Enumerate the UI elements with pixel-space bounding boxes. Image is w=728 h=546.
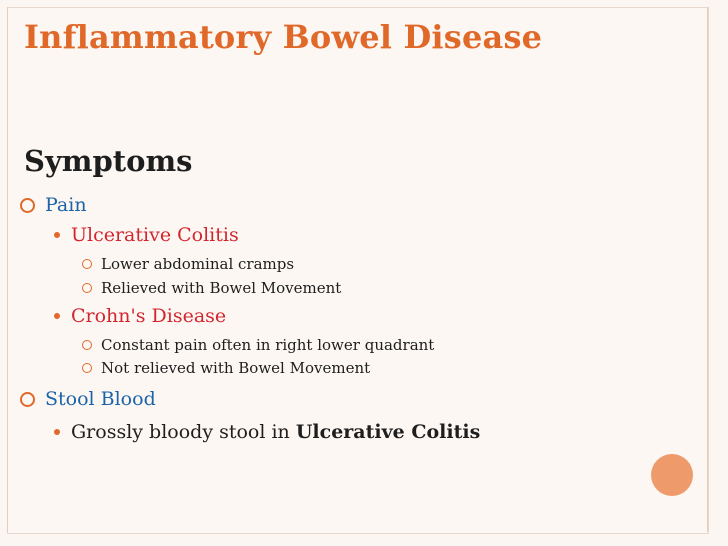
list-item-label: Relieved with Bowel Movement xyxy=(101,279,342,297)
ring-bullet-icon xyxy=(82,283,92,293)
list-item-label: Stool Blood xyxy=(45,388,156,410)
list-item-label: Not relieved with Bowel Movement xyxy=(101,359,371,377)
dot-bullet-icon xyxy=(54,429,60,435)
list-item xyxy=(82,359,370,377)
list-item xyxy=(82,255,294,273)
list-item-label: Crohn's Disease xyxy=(71,305,227,327)
list-item xyxy=(82,279,341,297)
ring-bullet-icon xyxy=(82,363,92,373)
dot-bullet-icon xyxy=(54,313,60,319)
right-border-line xyxy=(707,7,708,532)
dot-bullet-icon xyxy=(54,232,60,238)
list-item-stool-blood xyxy=(20,388,156,410)
left-border-line xyxy=(7,7,8,532)
ring-bullet-icon xyxy=(82,340,92,350)
list-item-label: Constant pain often in right lower quadrant xyxy=(101,336,435,354)
list-item-label: Lower abdominal cramps xyxy=(101,255,295,273)
ring-bullet-icon xyxy=(20,392,35,407)
list-item-pain xyxy=(20,194,87,216)
decorative-circle xyxy=(651,454,693,496)
list-item-label: Ulcerative Colitis xyxy=(71,224,239,246)
list-item-ulcerative-colitis xyxy=(54,224,239,246)
ring-bullet-icon xyxy=(82,259,92,269)
section-heading: Symptoms xyxy=(24,144,193,178)
list-item-text: Grossly bloody stool in xyxy=(71,421,296,443)
ring-bullet-icon xyxy=(20,198,35,213)
list-item-label: Pain xyxy=(45,194,87,216)
slide-title: Inflammatory Bowel Disease xyxy=(24,18,543,56)
emphasis-text: Ulcerative Colitis xyxy=(295,421,481,443)
list-item-crohns-disease xyxy=(54,305,226,327)
list-item-bloody-stool xyxy=(54,421,480,443)
list-item xyxy=(82,336,434,354)
